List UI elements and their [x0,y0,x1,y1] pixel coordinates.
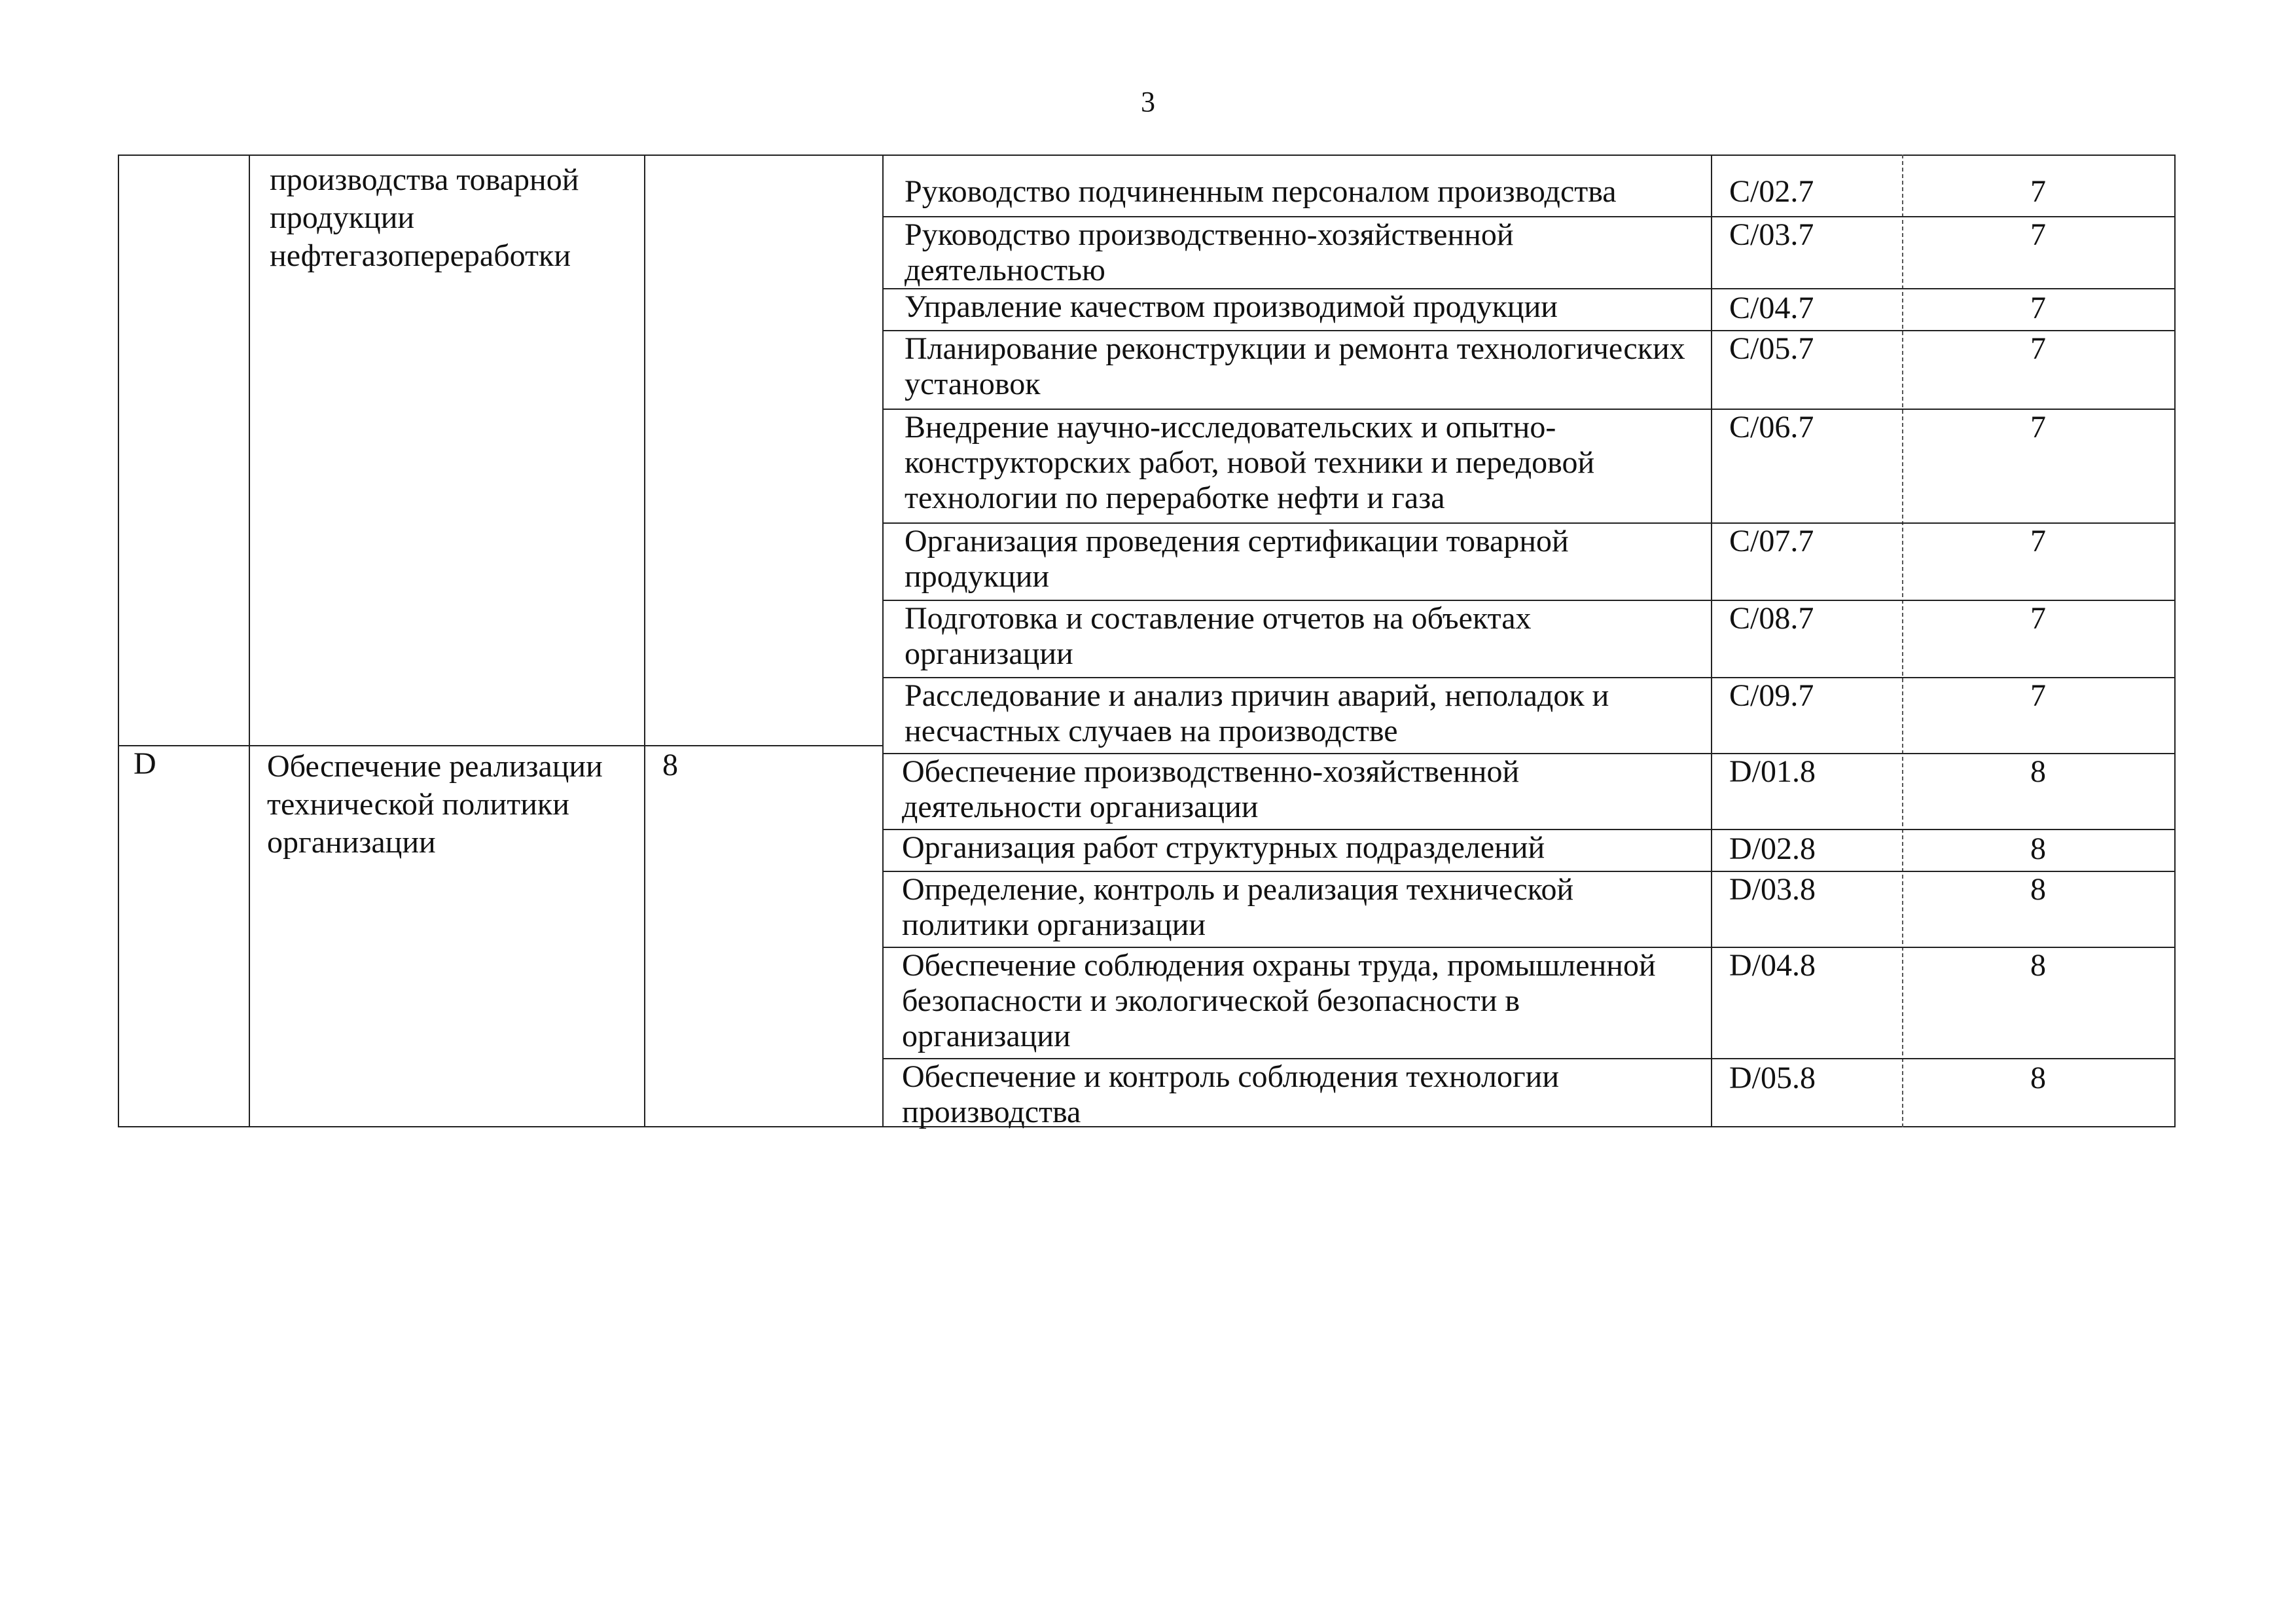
function-level: 8 [2030,754,2046,789]
function-level: 7 [2030,410,2046,445]
function-name: Определение, контроль и реализация технической политики организации [902,872,1574,942]
function-code: D/05.8 [1729,1061,1816,1095]
function-name: Обеспечение соблюдения охраны труда, промышленной безопасности и экологической безопасности в организации [902,948,1656,1053]
function-code: D/04.8 [1729,948,1816,983]
function-level: 7 [2030,678,2046,713]
col-divider-function [1711,155,1712,1127]
function-level: 7 [2030,331,2046,366]
function-level: 8 [2030,1061,2046,1095]
function-code: D/03.8 [1729,872,1816,907]
function-name: Организация проведения сертификации товарной продукции [905,524,1569,594]
function-code: D/02.8 [1729,831,1816,866]
function-name: Внедрение научно-исследовательских и опытно- конструкторских работ, новой техники и передовой технологии по переработке нефти и газа [905,410,1595,515]
function-name: Руководство производственно-хозяйственной деятельностью [905,217,1514,287]
group-code: D [134,746,156,781]
functions-table [118,155,2176,1129]
function-level: 7 [2030,601,2046,636]
function-name: Организация работ структурных подразделений [902,830,1545,865]
function-code: C/07.7 [1729,524,1814,558]
group-level: 8 [662,748,678,782]
function-name: Расследование и анализ причин аварий, неполадок и несчастных случаев на производстве [905,678,1609,748]
col-divider-level [882,155,884,1127]
function-code: C/02.7 [1729,174,1814,209]
table-right-border [2174,155,2176,1127]
col-divider-code-level [1902,155,1903,1127]
col-divider-code [249,155,250,1127]
function-level: 8 [2030,831,2046,866]
table-left-border [118,155,119,1127]
function-name: Управление качеством производимой продукции [905,289,1558,324]
table-top-border [118,155,2176,156]
function-name: Подготовка и составление отчетов на объектах организации [905,601,1532,671]
function-name: Обеспечение и контроль соблюдения технологии производства [902,1059,1560,1129]
function-level: 7 [2030,291,2046,325]
function-code: C/03.7 [1729,217,1814,252]
function-level: 8 [2030,948,2046,983]
function-code: C/04.7 [1729,291,1814,325]
group-name: Обеспечение реализации технической политики организации [267,749,603,860]
group-divider [118,745,882,746]
function-level: 7 [2030,174,2046,209]
col-divider-name [644,155,645,1127]
function-name: Обеспечение производственно-хозяйственной деятельности организации [902,754,1520,824]
function-name: Планирование реконструкции и ремонта технологических установок [905,331,1685,401]
function-level: 8 [2030,872,2046,907]
function-level: 7 [2030,524,2046,558]
function-code: D/01.8 [1729,754,1816,789]
group-name: производства товарной продукции нефтегазопереработки [270,162,579,273]
function-code: C/08.7 [1729,601,1814,636]
function-code: C/05.7 [1729,331,1814,366]
function-level: 7 [2030,217,2046,252]
page-number: 3 [1141,86,1155,118]
function-name: Руководство подчиненным персоналом производства [905,174,1617,209]
function-code: C/06.7 [1729,410,1814,445]
function-code: C/09.7 [1729,678,1814,713]
